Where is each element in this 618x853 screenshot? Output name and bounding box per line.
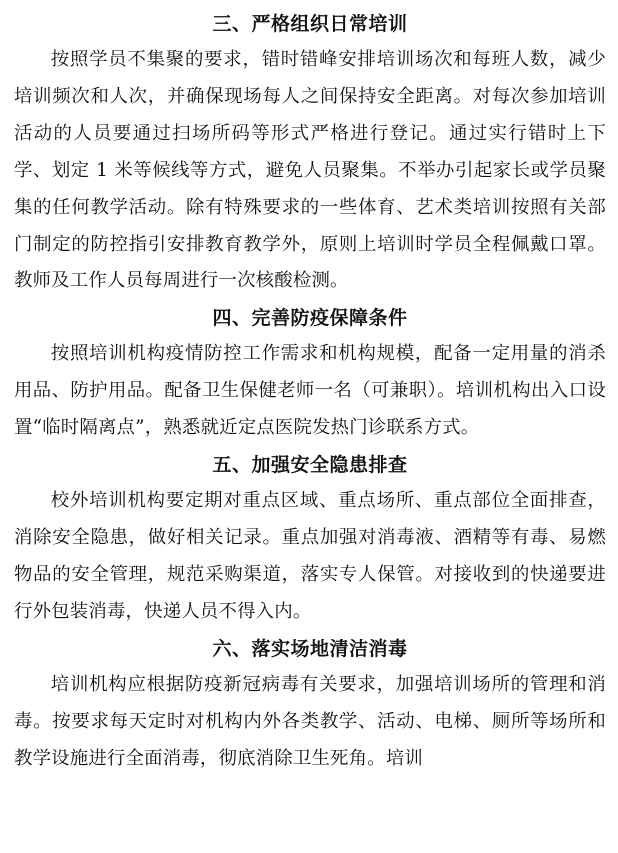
- section-title-5: 五、加强安全隐患排查: [212, 454, 408, 477]
- section-title-6: 六、落实场地清洁消毒: [212, 637, 408, 660]
- section-body-4: 按照培训机构疫情防控工作需求和机构规模，配备一定用量的消杀用品、防护用品。配备卫生保健老师一名（可兼职）。培训机构出入口设置“临时隔离点”，熟悉就近定点医院发热门诊联系方式。: [14, 343, 606, 439]
- section-title-4: 四、完善防疫保障条件: [212, 307, 408, 330]
- section-body-3: 按照学员不集聚的要求，错时错峰安排培训场次和每班人数，减少培训频次和人次，并确保现场每人之间保持安全距离。对每次参加培训活动的人员要通过扫场所码等形式严格进行登记。通过实行错时上下学、划定 1 米等候线等方式，避免人员聚集。不举办引起家长或学员聚集的任何教学活动。除有特殊要求的一些体育、艺术类培训按照有关部门制定的防控指引安排教育教学外，原则上培训时学员全程佩戴口罩。教师及工作人员每周进行一次核酸检测。: [14, 49, 606, 292]
- section-body-6: 培训机构应根据防疫新冠病毒有关要求，加强培训场所的管理和消毒。按要求每天定时对机构内外各类教学、活动、电梯、厕所等场所和教学设施进行全面消毒，彻底消除卫生死角。培训: [14, 673, 606, 769]
- section-body-5: 校外培训机构要定期对重点区域、重点场所、重点部位全面排查，消除安全隐患，做好相关记录。重点加强对消毒液、酒精等有毒、易燃物品的安全管理，规范采购渠道，落实专人保管。对接收到的快递要进行外包装消毒，快递人员不得入内。: [14, 490, 606, 622]
- section-title-3: 三、严格组织日常培训: [212, 13, 408, 35]
- document-page: [14, 6, 606, 777]
